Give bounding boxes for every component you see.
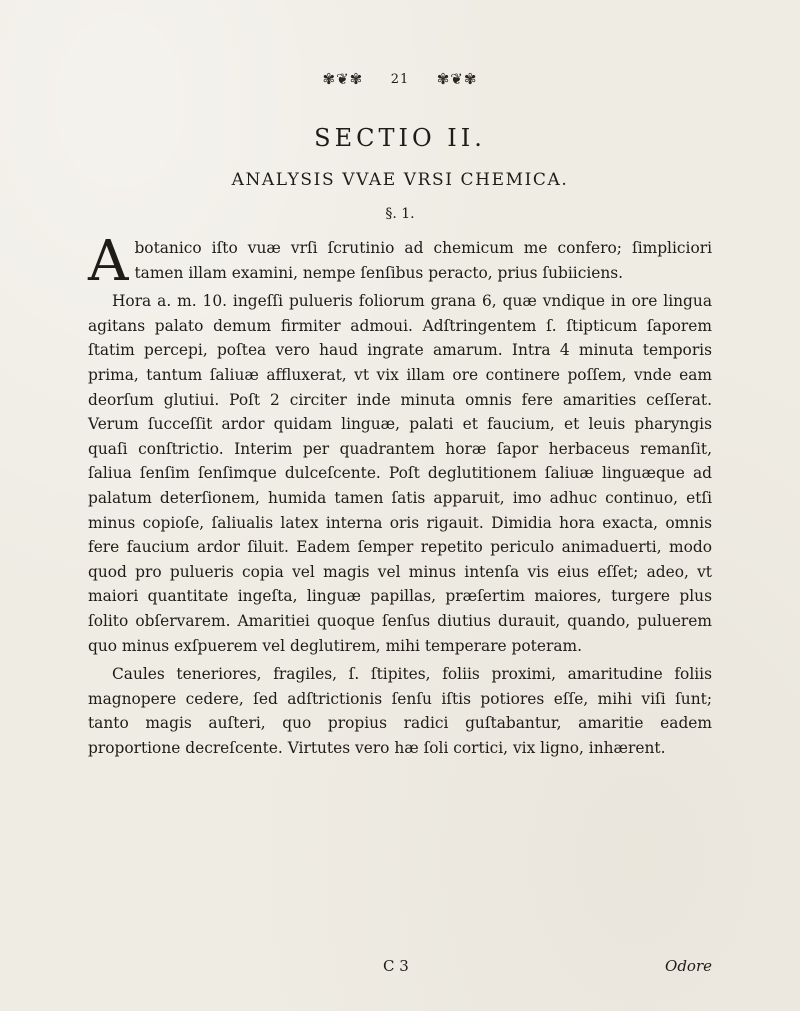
page-footer <box>88 957 712 977</box>
section-subtitle: ANALYSIS VVAE VRSI CHEMICA. <box>231 170 569 190</box>
page-number: 21 <box>390 71 410 87</box>
drop-cap: A <box>88 229 129 294</box>
section-title: SECTIO II. <box>314 124 486 152</box>
catchword: Odore <box>665 957 712 975</box>
paragraph-1 <box>88 229 712 294</box>
ornament-left-icon: ✾❦✾ <box>322 70 364 88</box>
paragraph-3: Caules teneriores, fragiles, ſ. ſtipites, foliis proximi, amaritudine foliis magnopere cedere, ſed adſtrictionis ſenſu iſtis potiores eſſe, mihi viſi ſunt; tanto magis auſteri, quo propius radici guſtabantur, amaritie eadem proportione decreſcente. Virtutes vero hæ ſoli cortici, vix ligno, inhærent. <box>88 665 712 757</box>
paragraph-1-text: botanico iſto vuæ vrſi ſcrutinio ad chemicum me confero; ſimpliciori tamen illam examini, nempe ſenſibus peracto, prius ſubiiciens. <box>134 239 712 282</box>
paragraph-2: Hora a. m. 10. ingeſſi pulueris foliorum grana 6, quæ vndique in ore lingua agitans palato demum firmiter admoui. Adſtringentem ſ. ſtipticum ſaporem ſtatim percepi, poſtea vero haud ingrate amarum. Intra 4 minuta temporis prima, tantum ſaliuæ affluxerat, vt vix illam ore continere poſſem, vnde eam deorſum glutiui. Poſt 2 circiter inde minuta omnis fere amarities ceſſerat. Verum ſucceſſit ardor quidam linguæ, palati et faucium, et leuis pharyngis quaſi conſtrictio. Interim per quadrantem horæ ſapor herbaceus remanſit, ſaliua ſenſim ſenſimque dulceſcente. Poſt deglutitionem ſaliuæ linguæque ad palatum deterſionem, humida tamen ſatis apparuit, imo adhuc continuo, etſi minus copioſe, ſaliualis latex interna oris rigauit. Dimidia hora exacta, omnis fere faucium ardor ſiluit. Eadem ſemper repetito periculo animaduerti, modo quod pro pulueris copia vel magis vel minus intenſa vis eius eſſet; adeo, vt maiori quantitate ingeſta, linguæ papillas, præſertim maiores, turgere plus ſolito obſervarem. Amaritiei quoque ſenſus diutius durauit, quando, puluerem quo minus exſpuerem vel deglutirem, mihi temperare poteram. <box>88 292 712 655</box>
body-text <box>88 229 712 760</box>
running-header <box>0 70 800 88</box>
ornament-right-icon: ✾❦✾ <box>436 70 478 88</box>
paragraph-number: §. 1. <box>385 206 415 222</box>
signature-mark: C 3 <box>383 957 409 975</box>
